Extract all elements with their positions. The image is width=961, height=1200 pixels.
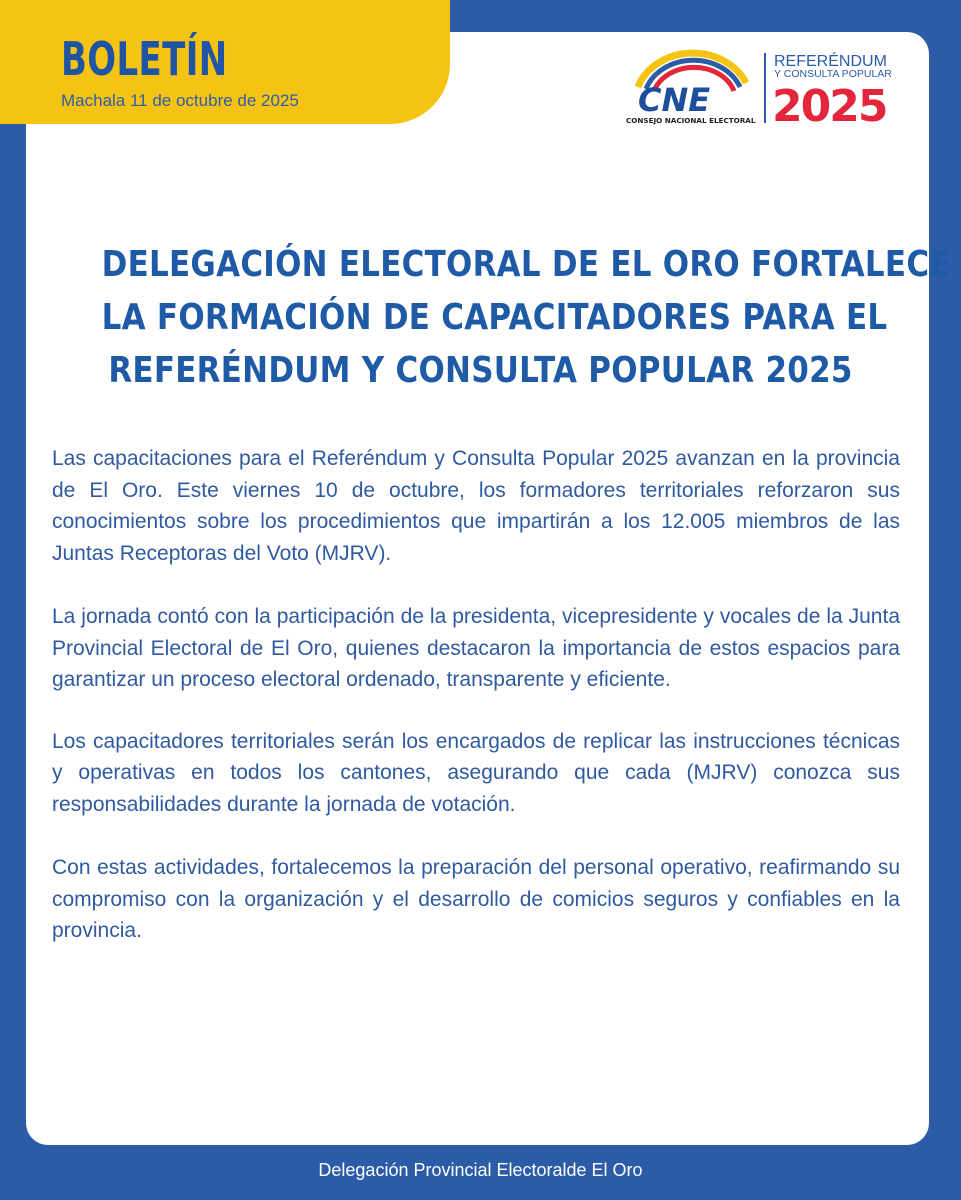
- consulta-popular-text: Y CONSULTA POPULAR: [774, 68, 892, 80]
- event-year-text: 2025: [772, 81, 887, 130]
- body-paragraph: Los capacitadores territoriales serán los encargados de replicar las instrucciones técnicas y operativas en todos los cantones, asegurando que cada (MJRV) conozca sus responsabilidades durante la jornada de votación.: [52, 729, 900, 816]
- bulletin-date: Machala 11 de octubre de 2025: [61, 91, 299, 110]
- headline-line: DELEGACIÓN ELECTORAL DE EL ORO FORTALECE: [101, 244, 951, 285]
- cne-subtitle: CONSEJO NACIONAL ELECTORAL: [626, 116, 756, 125]
- headline-line: LA FORMACIÓN DE CAPACITADORES PARA EL: [101, 297, 888, 338]
- header-tab: [0, 0, 450, 124]
- referendum-text: REFERÉNDUM: [774, 53, 887, 70]
- footer-credit: Delegación Provincial Electoralde El Oro: [318, 1160, 643, 1180]
- body-paragraph: La jornada contó con la participación de la presidenta, vicepresidente y vocales de la Junta Provincial Electoral de El Oro, quienes destacaron la importancia de estos espacios para garantizar un proceso electoral ordenado, transparente y eficiente.: [52, 605, 900, 691]
- body-paragraph: Con estas actividades, fortalecemos la preparación del personal operativo, reafirmando su compromiso con la organización y el desarrollo de comicios seguros y confiables en la provincia.: [52, 856, 900, 942]
- headline-line: REFERÉNDUM Y CONSULTA POPULAR 2025: [108, 350, 853, 391]
- body-paragraph: Las capacitaciones para el Referéndum y Consulta Popular 2025 avanzan en la provincia de El Oro. Este viernes 10 de octubre, los formadores territoriales reforzaron sus conocimientos sobre los procedimientos que impartirán a los 12.005 miembros de las Juntas Receptoras del Voto (MJRV).: [52, 447, 900, 565]
- logo-divider: [764, 53, 766, 123]
- headline: [40, 238, 951, 397]
- cne-wordmark: CNE: [638, 81, 711, 119]
- cne-referendum-logo: [624, 45, 914, 130]
- bulletin-title: BOLETÍN: [61, 32, 228, 86]
- article-body: [52, 443, 900, 979]
